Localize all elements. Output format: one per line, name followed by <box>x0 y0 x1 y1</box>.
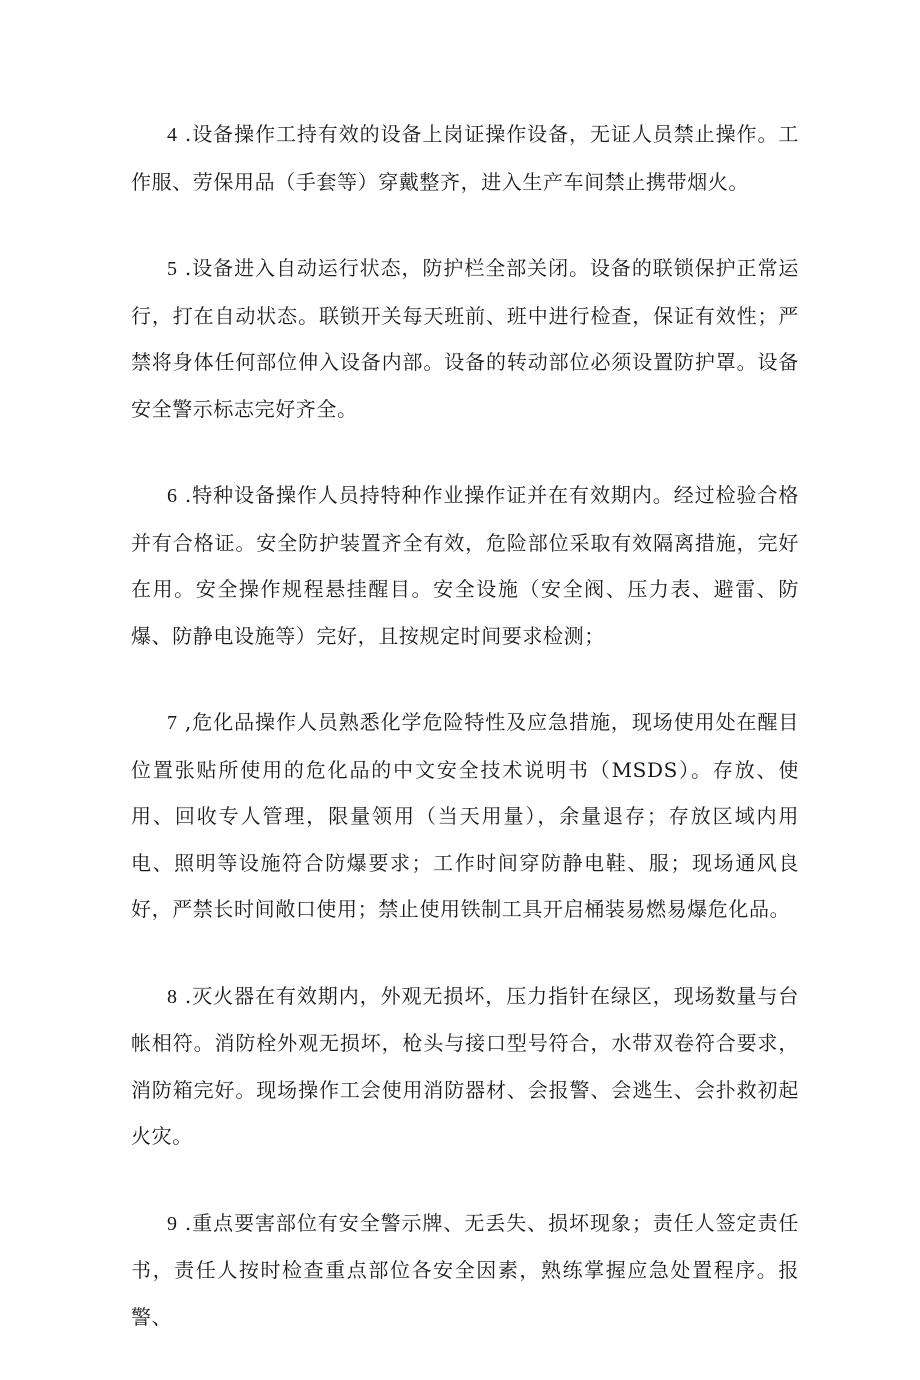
paragraph-number: 7 <box>167 712 178 734</box>
paragraph-number: 9 <box>167 1212 178 1235</box>
paragraph-4 <box>131 111 799 205</box>
paragraph-text: .灭火器在有效期内，外观无损坏，压力指针在绿区，现场数量与台帐相符。消防栓外观无损坏，枪头与接口型号符合，水带双卷符合要求，消防箱完好。现场操作工会使用消防器材、会报警、会逃生、会扑救初起火灾。 <box>131 983 799 1148</box>
paragraph-number: 5 <box>167 258 178 280</box>
paragraph-6 <box>131 472 799 659</box>
paragraph-9 <box>131 1200 799 1341</box>
paragraph-number: 4 <box>167 124 178 146</box>
paragraph-7 <box>131 699 799 933</box>
paragraph-8 <box>131 973 799 1160</box>
paragraph-number: 6 <box>167 485 178 507</box>
paragraph-5 <box>131 245 799 432</box>
document-body <box>131 111 799 1380</box>
paragraph-number: 8 <box>167 985 178 1008</box>
paragraph-text: .重点要害部位有安全警示牌、无丢失、损坏现象；责任人签定责任书，责任人按时检查重点部位各安全因素，熟练掌握应急处置程序。报警、 <box>131 1210 799 1329</box>
paragraph-text: .特种设备操作人员持特种作业操作证并在有效期内。经过检验合格并有合格证。安全防护装置齐全有效，危险部位采取有效隔离措施，完好在用。安全操作规程悬挂醒目。安全设施（安全阀、压力表、避雷、防爆、防静电设施等）完好，且按规定时间要求检测； <box>131 483 799 648</box>
paragraph-text: .设备进入自动运行状态，防护栏全部关闭。设备的联锁保护正常运行，打在自动状态。联锁开关每天班前、班中进行检查，保证有效性；严禁将身体任何部位伸入设备内部。设备的转动部位必须设置防护罩。设备安全警示标志完好齐全。 <box>131 256 799 421</box>
paragraph-text: .设备操作工持有效的设备上岗证操作设备，无证人员禁止操作。工作服、劳保用品（手套等）穿戴整齐，进入生产车间禁止携带烟火。 <box>131 122 799 194</box>
paragraph-text: ,危化品操作人员熟悉化学危险特性及应急措施，现场使用处在醒目位置张贴所使用的危化品的中文安全技术说明书（MSDS）。存放、使用、回收专人管理，限量领用（当天用量），余量退存；存放区域内用电、照明等设施符合防爆要求；工作时间穿防静电鞋、服；现场通风良好，严禁长时间敞口使用；禁止使用铁制工具开启桶装易燃易爆危化品。 <box>131 710 799 921</box>
